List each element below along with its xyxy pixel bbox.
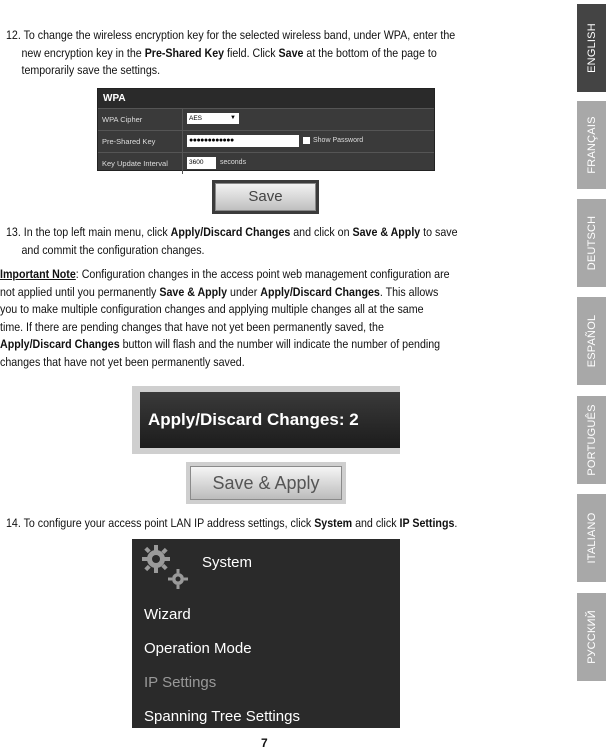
key-update-interval-row	[98, 153, 434, 174]
bold-ip-settings: IP Settings	[399, 516, 455, 530]
apply-discard-changes-button[interactable]: Apply/Discard Changes: 2	[140, 392, 400, 448]
save-button-screenshot	[212, 180, 319, 214]
save-button[interactable]: Save	[215, 183, 316, 211]
bold-save: Save	[278, 45, 304, 60]
tab-portugues[interactable]: PORTUGUÊS	[577, 396, 606, 484]
tab-espanol[interactable]: ESPAÑOL	[577, 297, 606, 385]
tab-deutsch[interactable]: DEUTSCH	[577, 199, 606, 287]
gears-icon	[138, 541, 198, 591]
chevron-down-icon: ▼	[230, 115, 236, 121]
tab-english[interactable]: ENGLISH	[577, 4, 606, 92]
show-password-label: Show Password	[313, 137, 364, 144]
key-update-interval-label: Key Update Interval	[102, 159, 168, 168]
save-apply-screenshot	[186, 462, 346, 504]
step-13: 13. In the top left main menu, click Apply/Discard Changes and click on Save & Apply to save and commit the configuration changes.	[6, 225, 458, 257]
important-note-title: Important Note	[0, 267, 76, 281]
menu-item-spanning-tree-settings[interactable]: Spanning Tree Settings	[144, 708, 300, 725]
pre-shared-key-label: Pre-Shared Key	[102, 137, 156, 146]
wpa-settings-panel	[97, 88, 435, 171]
step-12: 12. To change the wireless encryption key for the selected wireless band, under WPA, enter the new encryption key in the Pre-Shared Key field. Click Save at the bottom of the page to temporarily save the settings.	[6, 28, 456, 77]
bold-apply-discard: Apply/Discard Changes	[170, 225, 291, 239]
tab-francais[interactable]: FRANÇAIS	[577, 101, 606, 189]
pre-shared-key-row	[98, 131, 434, 153]
step-number: 12.	[6, 28, 21, 42]
bold-system: System	[314, 516, 353, 530]
wpa-header: WPA	[98, 89, 434, 109]
step-number: 14.	[6, 516, 21, 530]
menu-item-operation-mode[interactable]: Operation Mode	[144, 640, 252, 657]
menu-item-wizard[interactable]: Wizard	[144, 606, 191, 623]
wpa-cipher-select[interactable]: AES ▼	[187, 113, 239, 124]
apply-discard-screenshot	[132, 386, 400, 454]
save-apply-button[interactable]: Save & Apply	[190, 466, 342, 500]
system-menu-screenshot	[132, 539, 400, 728]
step-number: 13.	[6, 225, 21, 239]
show-password-checkbox[interactable]	[303, 137, 310, 144]
language-tabs	[577, 0, 606, 751]
bold-pre-shared-key: Pre-Shared Key	[144, 45, 225, 60]
interval-unit: seconds	[220, 159, 247, 166]
step-14: 14. To configure your access point LAN IP address settings, click System and click IP Settings.	[6, 516, 458, 530]
bold-save-apply: Save & Apply	[352, 225, 421, 239]
pre-shared-key-input[interactable]: ●●●●●●●●●●●●	[187, 135, 299, 147]
wpa-cipher-label: WPA Cipher	[102, 115, 143, 124]
page-number: 7	[261, 736, 268, 750]
wpa-cipher-row	[98, 109, 434, 131]
important-note: Important Note: Configuration changes in the access point web management configuration are not applied until you permanently Save & Apply under Apply/Discard Changes. This allows you to make multiple configuration changes and applying multiple changes all at the same time. If there are pending changes that have not yet been permanently saved, the Apply/Discard Changes button will flash and the number will indicate the number of pending changes that have not yet been permanently saved.	[0, 267, 450, 369]
menu-item-ip-settings[interactable]: IP Settings	[144, 674, 217, 691]
key-update-interval-input[interactable]: 3600	[187, 157, 216, 169]
system-menu-title[interactable]: System	[202, 554, 253, 571]
tab-italiano[interactable]: ITALIANO	[577, 494, 606, 582]
tab-russian[interactable]: РУССКИЙ	[577, 593, 606, 681]
